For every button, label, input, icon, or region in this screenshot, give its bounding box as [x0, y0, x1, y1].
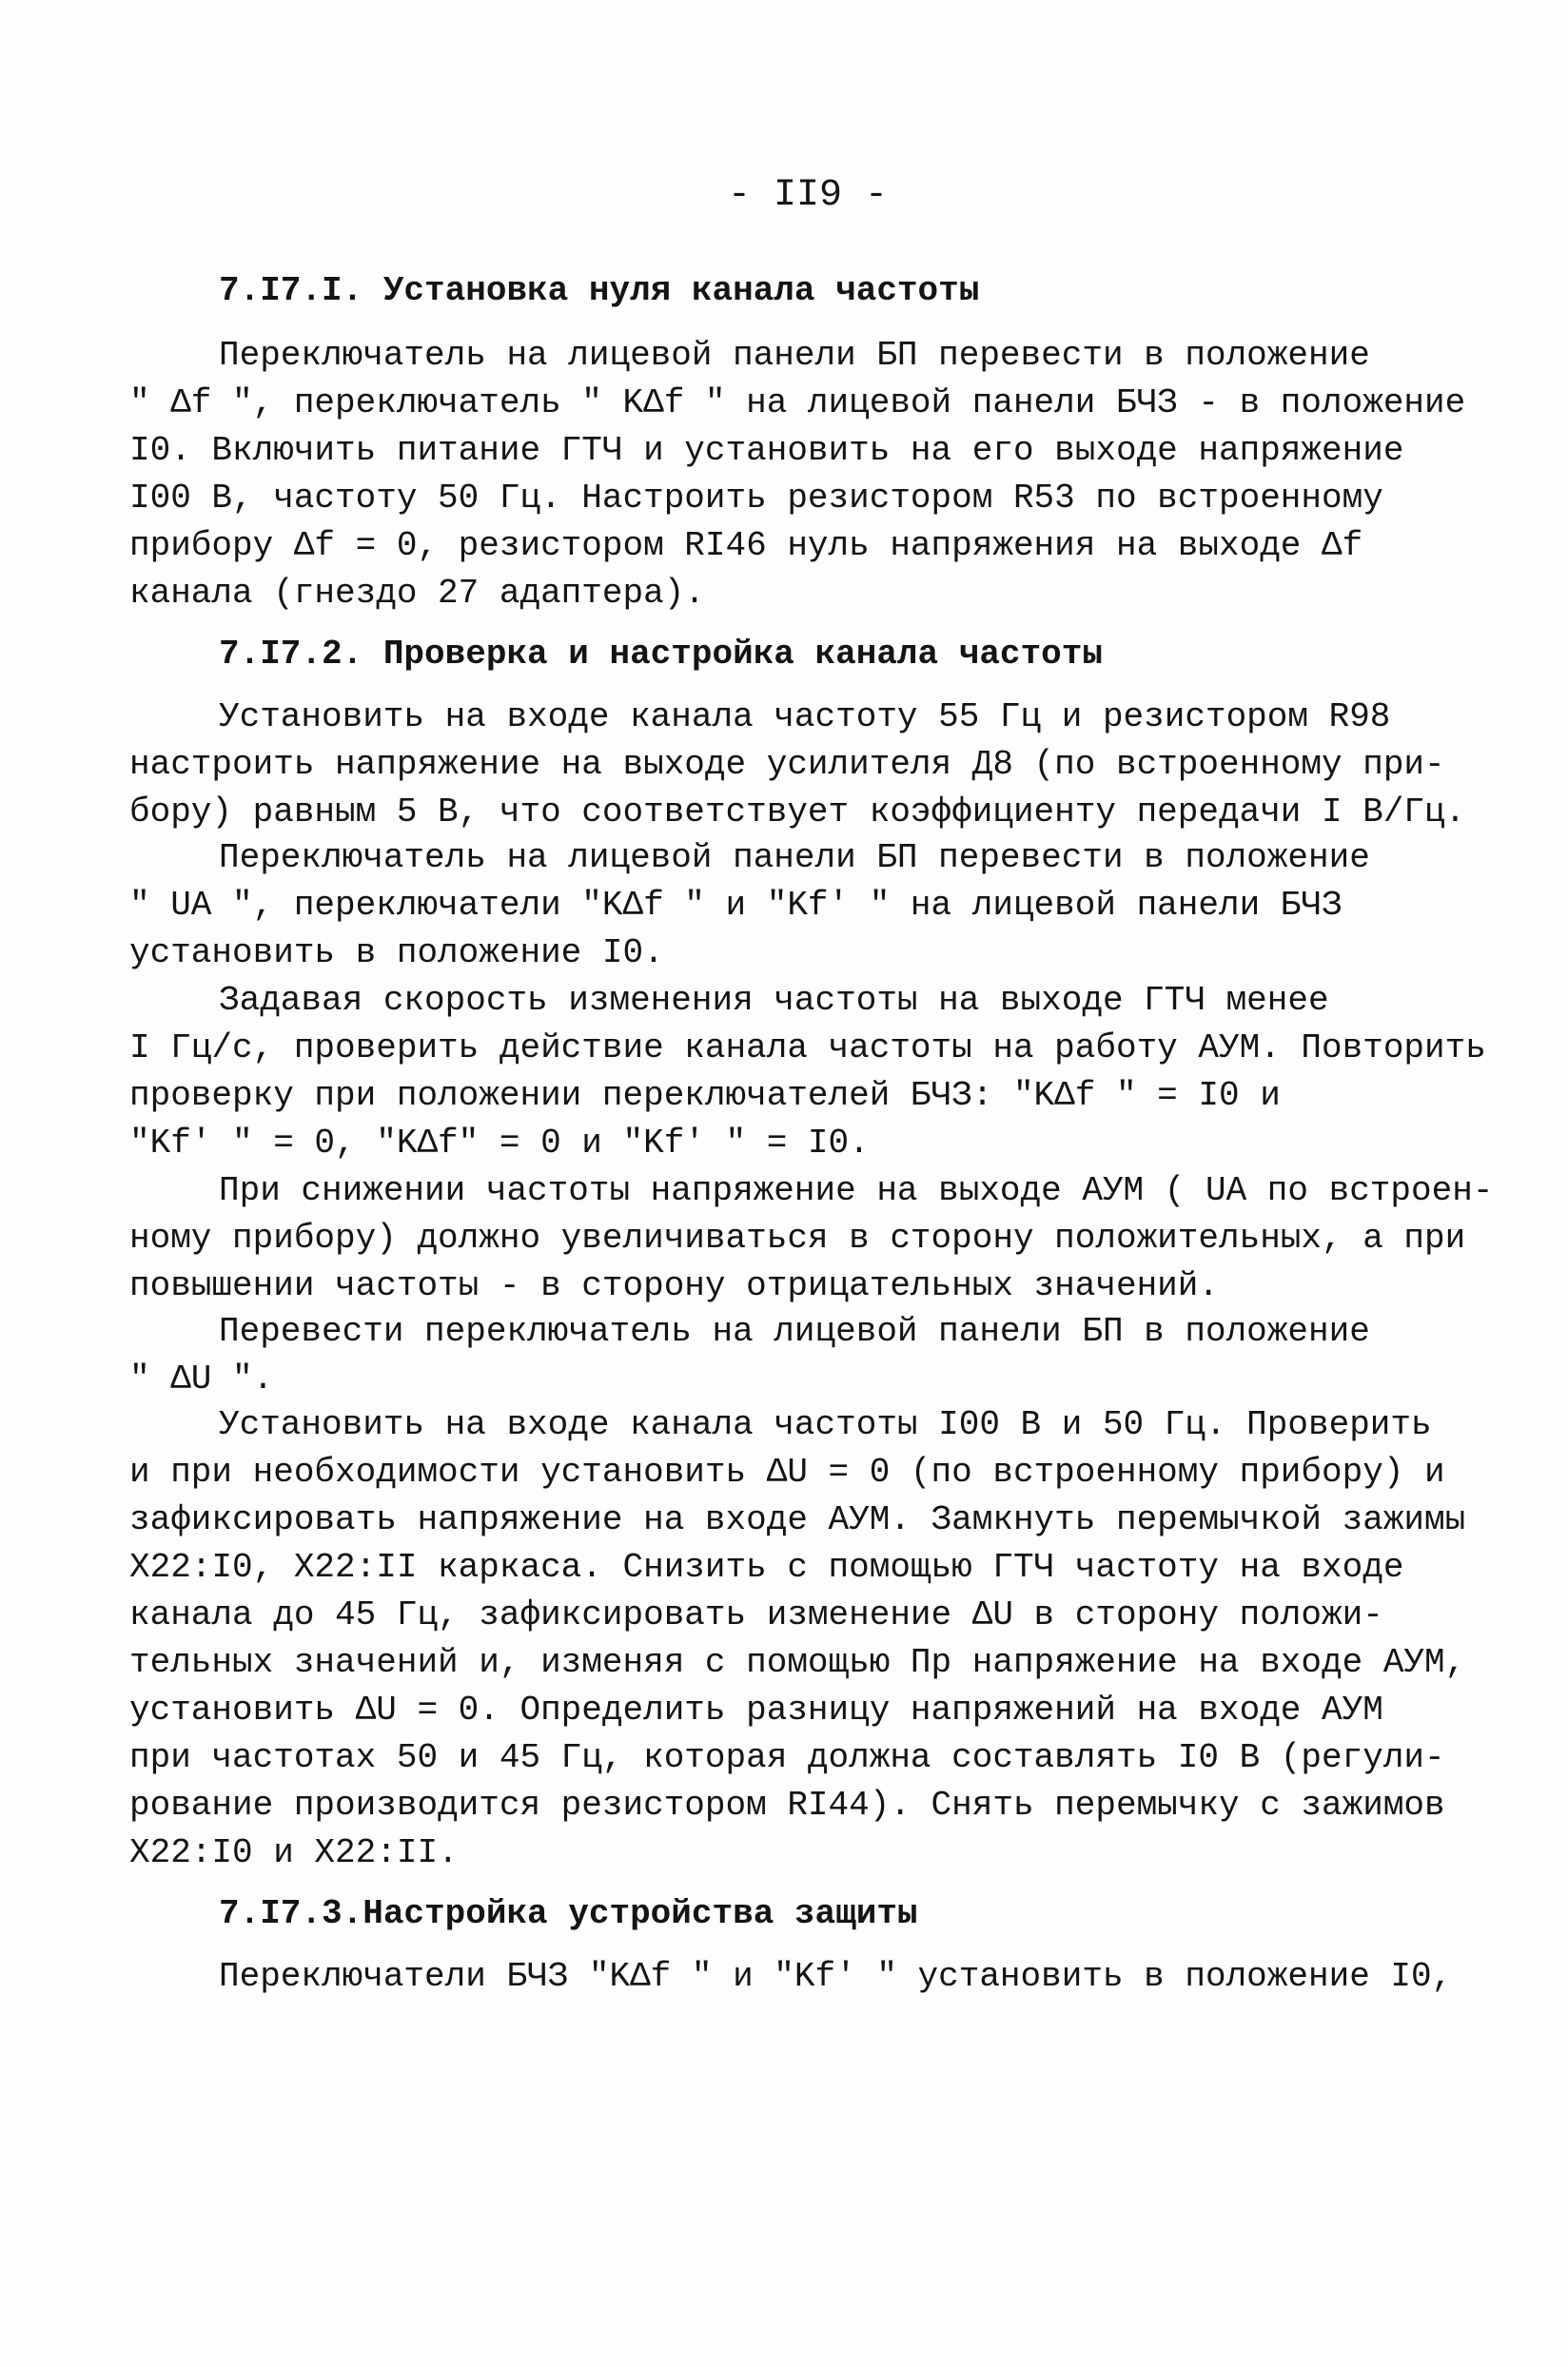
text-line: Установить на входе канала частоту 55 Гц и резистором R98 — [219, 697, 1391, 736]
text-line: и при необходимости установить ΔU = 0 (по встроенному прибору) и — [129, 1453, 1445, 1492]
text-line: I0. Включить питание ГТЧ и установить на его выходе напряжение — [129, 431, 1404, 470]
text-line: установить ΔU = 0. Определить разницу напряжений на входе АУМ — [129, 1691, 1383, 1730]
text-line: проверку при положении переключателей БЧЗ: "KΔf " = I0 и — [129, 1076, 1281, 1115]
text-line: повышении частоты - в сторону отрицательных значений. — [129, 1266, 1219, 1305]
text-line: при частотах 50 и 45 Гц, которая должна составлять I0 В (регули- — [129, 1738, 1445, 1777]
text-line: " ΔU ". — [129, 1360, 274, 1399]
text-line: рование производится резистором RI44). Снять перемычку с зажимов — [129, 1786, 1445, 1825]
section-heading: 7.I7.2. Проверка и настройка канала частоты — [219, 635, 1103, 674]
text-line: Х22:I0, Х22:II каркаса. Снизить с помощью ГТЧ частоту на входе — [129, 1548, 1404, 1587]
text-line: I Гц/с, проверить действие канала частоты на работу АУМ. Повторить — [129, 1028, 1486, 1067]
text-line: канала до 45 Гц, зафиксировать изменение ΔU в сторону положи- — [129, 1595, 1383, 1634]
text-line: ному прибору) должно увеличиваться в сторону положительных, а при — [129, 1219, 1466, 1258]
text-line: Перевести переключатель на лицевой панели БП в положение — [219, 1312, 1370, 1351]
text-line: Переключатель на лицевой панели БП перевести в положение — [219, 838, 1370, 877]
section-heading: 7.I7.3.Настройка устройства защиты — [219, 1894, 918, 1933]
text-line: При снижении частоты напряжение на выходе АУМ ( UA по встроен- — [219, 1171, 1494, 1210]
text-line: настроить напряжение на выходе усилителя Д8 (по встроенному при- — [129, 745, 1445, 784]
section-heading: 7.I7.I. Установка нуля канала частоты — [219, 271, 980, 310]
text-line: Х22:I0 и Х22:II. — [129, 1833, 459, 1872]
text-line: Задавая скорость изменения частоты на выходе ГТЧ менее — [219, 981, 1329, 1020]
text-line: зафиксировать напряжение на входе АУМ. Замкнуть перемычкой зажимы — [129, 1500, 1466, 1539]
text-line: установить в положение I0. — [129, 933, 664, 972]
text-line: канала (гнездо 27 адаптера). — [129, 574, 705, 613]
text-line: Переключатель на лицевой панели БП перевести в положение — [219, 336, 1370, 375]
page-number: - II9 - — [728, 174, 889, 217]
text-line: " Δf ", переключатель " KΔf " на лицевой панели БЧЗ - в положение — [129, 383, 1466, 422]
text-line: "Kf' " = 0, "KΔf" = 0 и "Kf' " = I0. — [129, 1124, 870, 1163]
text-line: Установить на входе канала частоты I00 В и 50 Гц. Проверить — [219, 1405, 1432, 1444]
text-line: " UA ", переключатели "KΔf " и "Kf' " на лицевой панели БЧЗ — [129, 886, 1343, 925]
text-line: бору) равным 5 В, что соответствует коэффициенту передачи I В/Гц. — [129, 792, 1466, 831]
text-line: прибору Δf = 0, резистором RI46 нуль напряжения на выходе Δf — [129, 526, 1363, 565]
text-line: тельных значений и, изменяя с помощью Пр напряжение на входе АУМ, — [129, 1643, 1466, 1682]
text-line: Переключатели БЧЗ "KΔf " и "Kf' " установить в положение I0, — [219, 1957, 1453, 1996]
text-line: I00 В, частоту 50 Гц. Настроить резистором R53 по встроенному — [129, 479, 1383, 518]
